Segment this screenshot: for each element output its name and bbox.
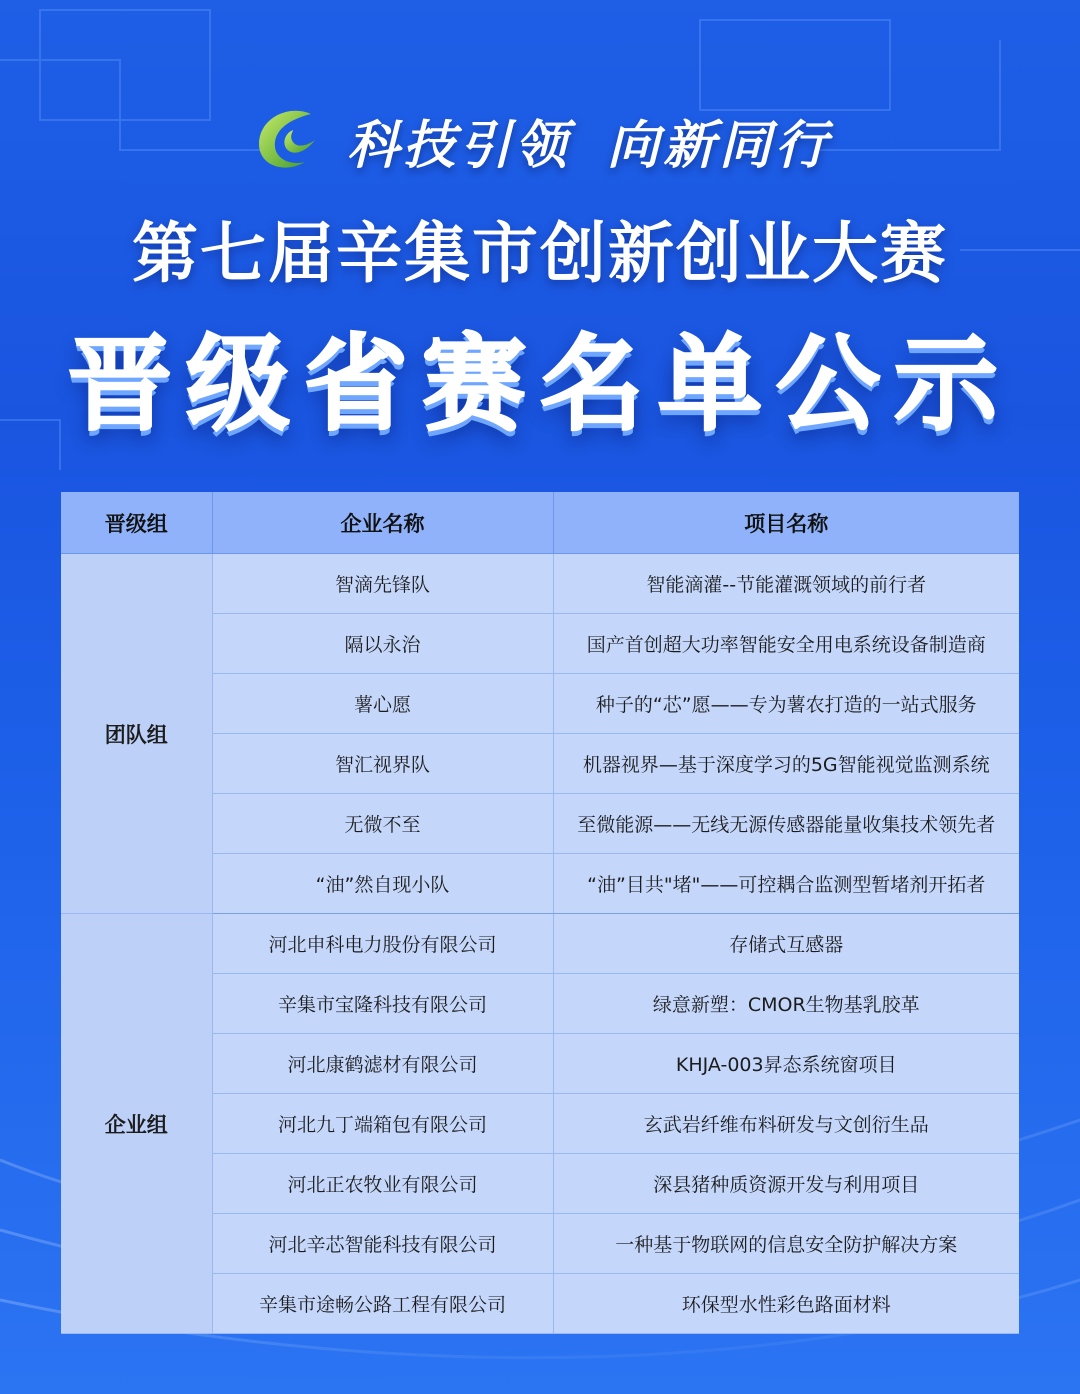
slogan-row — [0, 100, 1080, 180]
company-cell: 辛集市途畅公路工程有限公司 — [212, 1274, 553, 1334]
promotion-table — [61, 492, 1019, 1334]
project-cell: 存储式互感器 — [553, 914, 1019, 974]
project-cell: 深县猪种质资源开发与利用项目 — [553, 1154, 1019, 1214]
project-cell: 绿意新塑：CMOR生物基乳胶革 — [553, 974, 1019, 1034]
column-header-group: 晋级组 — [61, 492, 212, 554]
company-cell: 河北辛芯智能科技有限公司 — [212, 1214, 553, 1274]
project-cell: 环保型水性彩色路面材料 — [553, 1274, 1019, 1334]
company-cell: 河北正农牧业有限公司 — [212, 1154, 553, 1214]
project-cell: KHJA-003昇态系统窗项目 — [553, 1034, 1019, 1094]
company-cell: 隔以永治 — [212, 614, 553, 674]
company-cell: 薯心愿 — [212, 674, 553, 734]
company-cell: 河北九丁端箱包有限公司 — [212, 1094, 553, 1154]
group-cell-enterprise: 企业组 — [61, 914, 212, 1334]
company-cell: 河北康鹤滤材有限公司 — [212, 1034, 553, 1094]
table-row — [61, 914, 1019, 974]
slogan-left: 科技引领 — [346, 114, 571, 176]
c-swoosh-logo-icon — [249, 100, 329, 180]
table-header-row — [61, 492, 1019, 554]
page-title: 第七届辛集市创新创业大赛 — [132, 215, 948, 292]
company-cell: 智汇视界队 — [212, 734, 553, 794]
project-cell: 至微能源——无线无源传感器能量收集技术领先者 — [553, 794, 1019, 854]
company-cell: 无微不至 — [212, 794, 553, 854]
project-cell: “油”目共"堵"——可控耦合监测型暂堵剂开拓者 — [553, 854, 1019, 914]
column-header-project: 项目名称 — [553, 492, 1019, 554]
company-cell: 智滴先锋队 — [212, 554, 553, 614]
table-row — [61, 554, 1019, 614]
project-cell: 种子的“芯”愿——专为薯农打造的一站式服务 — [553, 674, 1019, 734]
column-header-company: 企业名称 — [212, 492, 553, 554]
project-cell: 玄武岩纤维布料研发与文创衍生品 — [553, 1094, 1019, 1154]
project-cell: 国产首创超大功率智能安全用电系统设备制造商 — [553, 614, 1019, 674]
company-cell: 辛集市宝隆科技有限公司 — [212, 974, 553, 1034]
project-cell: 机器视界—基于深度学习的5G智能视觉监测系统 — [553, 734, 1019, 794]
page-subtitle: 晋级省赛名单公示 — [67, 323, 1012, 445]
slogan-right: 向新同行 — [607, 114, 832, 176]
company-cell: “油”然自现小队 — [212, 854, 553, 914]
group-cell-team: 团队组 — [61, 554, 212, 914]
company-cell: 河北申科电力股份有限公司 — [212, 914, 553, 974]
project-cell: 智能滴灌--节能灌溉领域的前行者 — [553, 554, 1019, 614]
project-cell: 一种基于物联网的信息安全防护解决方案 — [553, 1214, 1019, 1274]
